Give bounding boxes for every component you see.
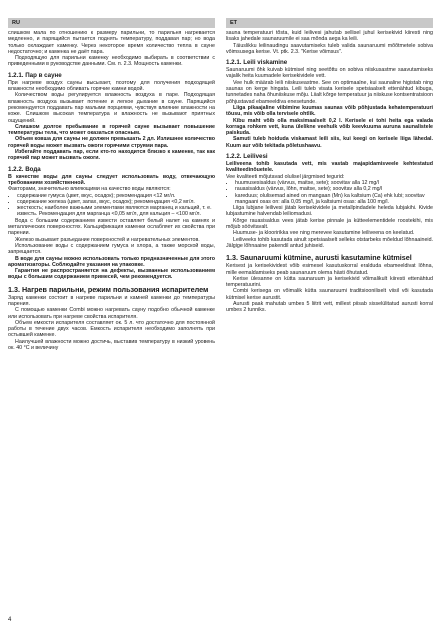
warning-paragraph: В воде для сауны можно использовать только предназначенные для этого ароматизаторы. Соблюдайте указания на упаковке.	[8, 255, 215, 268]
language-header-ru	[8, 18, 215, 28]
paragraph: Leiliveeks tohib kasutada ainult spetsiaalselt selleks otstarbeks mõeldud lõhnaaineid. Jälgige lõhnaaine pakendil antud juhiseid.	[226, 236, 433, 249]
warning-paragraph: Kibu maht võib olla maksimaalselt 0,2 l. Kerisele ei tohi heita ega valada korraga rohkem vett, kuna ülelikne veehulk võib keevkuuma auruna saunalistele paiskuda.	[226, 117, 433, 137]
paragraph: Факторами, значительно влияющими на качество воды являются:	[8, 186, 171, 193]
section-heading-1-2-1: 1.2.1. Пар в сауне	[8, 71, 62, 79]
section-heading-1-2-2: 1.2.2. Вода	[8, 165, 41, 173]
paragraph: С помощью каменки Combi можно нагревать сауну подобно обычной каменке или использовать при нагреве свойства испарителя.	[8, 307, 215, 320]
paragraph: Вода с большим содержанием извести оставляет белый налет на камнях и металлических поверхностях. Кальцификация каменки ослабляет их свойства при парении.	[8, 217, 215, 237]
section-heading-1-2-1: 1.2.1. Leili viskamine	[226, 59, 288, 67]
paragraph: Объем емкости испарителя составляет ок. 5 л. что достаточно для постоянной работы в течение двух часов. Емкость испарителя необходимо заполнять при остывшей каменке.	[8, 319, 215, 339]
list-item: • содержание железа (цвет, запах, вкус, осадок); рекомендация <0,2 мг/л.	[17, 199, 215, 205]
column-estonian	[226, 30, 433, 314]
warning-paragraph: Samuti tuleb hoiduda viskamast leili siis, kui keegi on kerisele liiga lähedal. Kuum aur võib tekitada põletushaavu.	[226, 136, 433, 149]
warning-paragraph: Leiliveena tohib kasutada vett, mis vastab majapidamisveele kehtestatud kvaliteedinõuetele.	[226, 161, 433, 174]
list-item: • жесткость; наиболее важными элементами являются марганец и кальций, т. е. известь. Рекомендация для марганца <0,05 мг/л, для кальция – <100 мг/л.	[17, 205, 215, 218]
list-item: • kareduus; olulisemad ained on mangaan (Mn) ka kaltsium (Ca) ehk lubi; soovitav mangaani osas on: alla 0,05 mg/l, ja kaltsiumi osas: alla 100 mg/l.	[235, 193, 433, 206]
list-item: • huumusesisaldus (värvus, maitse, sete); soovitav alla 12 mg/l	[235, 180, 433, 186]
water-quality-list	[226, 180, 433, 205]
page-number: 4	[8, 617, 12, 623]
warning-paragraph: Liiga pikaajaline viibimine kuumas saunas võib põhjustada kehatemperatuuri tõusu, mis võib olla tervisele ohtlik.	[226, 104, 433, 118]
warning-paragraph: Объем ковша для сауны не должен превышать 2 дл. Излишнее количество горячей воды может вызвать ожоги горячими струями пара.	[8, 136, 215, 149]
paragraph: Подходящую для парильни каменку необходимо выбирать в соответствии с приведенными в руководстве данными. См. п. 2.3. Мощность каменки.	[8, 55, 215, 68]
section-heading-1-3: 1.3. Saunaruumi kütmine, aurusti kasutamine kütmisel	[226, 253, 412, 263]
paragraph: Vee kvaliteeti mõjutavad olulisel järgmised tegurid:	[226, 173, 345, 180]
warning-paragraph: Гарантия не распространяется на дефекты, вызванные использованием воды с большим содержанием примесей, чем рекомендуется.	[8, 268, 215, 281]
paragraph: Наилучшей влажности можно достичь, выставив температуру в низкий уровень ок. 40 °C и величину	[8, 338, 215, 352]
list-item: • rauasisaldus (värvus, lõhn, maitse, sete); soovitav alla 0,2 mg/l	[235, 186, 433, 192]
paragraph: Combi kerisega on võimalik kütta saunaruumi traditsiooniliselt viisil või kasutada kütmisel kerise aurustit.	[226, 288, 433, 301]
language-header-et	[226, 18, 433, 28]
paragraph: Заряд каменки состоит в нагреве парильни и камней каменки до температуры парения.	[8, 294, 215, 307]
paragraph: Saunaruumi õhk kuivab kütmisel ning seetõttu on sobiva niiskusastme saavutamiseks vajalik heita kuumadele kerisekividele vett.	[226, 67, 433, 80]
paragraph: Kerisest ja kerisekividest võib esimesel kasutuskorral eralduda ebameeldivat lõhna, mille eemaldamiseks peab saunaruum olema hästi õhutatud.	[226, 263, 433, 276]
language-label-ru: RU	[12, 20, 20, 26]
column-russian	[8, 30, 215, 351]
list-item: • содержание гумуса (цвет, вкус, осадок); рекомендация <12 мг/л.	[17, 193, 215, 199]
paragraph: Kerise ülesanne on kütta saunaruum ja kerisekivid võimalikult kiiresti ettenähtud temperatuurini.	[226, 275, 433, 289]
paragraph: Vee hulk määrab leili niiskuseastme. See on optimaalne, kui saunaline higistab ning saunas on kerge hingata. Leili tuleb visata kerisele spetsiaalselt ettenähtud kibuga, tunnetades naha õhuniiskuse mõju. Liialt kõrge temperatuur ja niiskuse kontsentratsioon põhjustavad ebameeldiva enesetunde.	[226, 79, 433, 105]
paragraph: Aurusti paak mahutab umbes 5 liitrit vett, millest piisab sisselülitatud aurusti korral umbes 2 tunniks.	[226, 300, 433, 314]
paragraph: Liiga lubjane leilivesi jätab kerisekividele ja metallpindadele heleda lubjakihi. Kivide lubjastumine halvendab leiliomadusi.	[226, 205, 433, 218]
section-heading-1-2-2: 1.2.2. Leilivesi	[226, 153, 268, 161]
paragraph: Использование воды с содержанием гумуса и хлора, а также морской воды, запрещается.	[8, 242, 215, 256]
water-quality-list	[8, 193, 215, 218]
paragraph: Kõrge rauasisaldus vees jätab kerise pinnale ja kütteelementidele roostekihi, mis mõjub söövitavalt.	[226, 217, 433, 231]
paragraph: sauna temperatuuri tõsta, kuid leilivesi jahutab sellisel juhul kerisekivid kiiresti ning lisaks jahedale saunaruumile ei saa mõnda aega ka leili.	[226, 30, 433, 43]
paragraph: Täiuslikku leilinaudingu saavutamiseks tuleb valida saunaruumi mõõtmetele sobiva võimsusega kerise. Vt. ptk. 2.3. "Kerise võimsus".	[226, 42, 433, 55]
paragraph: Железо вызывает разъедание поверхностей и нагревательных элементов.	[15, 236, 200, 243]
section-heading-1-3: 1.3. Нагрев парильни, режим пользования испарителем	[8, 284, 209, 294]
warning-paragraph: Слишком долгое пребывание в горячей сауне вызывает повышение температуры тела, что может оказаться опасным.	[8, 123, 215, 137]
paragraph: При нагреве воздух сауны высыхает, поэтому для получения подходящей влажности необходимо обливать горячие камни водой.	[8, 79, 215, 93]
warning-paragraph: Избегайте поддавать пар, если кто-то находится близко к каменке, так как горячий пар может вызвать ожоги.	[8, 149, 215, 162]
paragraph: Huumuse- ja klooririkka vee ning mereveе kasutamine leiliveena on keelatud.	[233, 230, 415, 237]
language-label-et: ET	[230, 20, 238, 26]
paragraph: слишком мала по отношению к размеру парильни, то парильня нагревается медленно, и парящийся пытается поднять температуру, поддавая пар; но вода только охлаждает каменку. Через некоторое время количество тепла в сауне недостаточно; и каменка не даёт пара.	[8, 30, 215, 55]
paragraph: Количеством воды регулируется влажность воздуха в паре. Подходящая влажность воздуха вызывает потение и легкое дыхание в сауне. Парящийся рекомендуется поддавать пар малыми порциями, чувствуя влияние влажности на коже. Слишком высокая температура и влажность не вызывают приятных ощущений.	[8, 92, 215, 124]
warning-paragraph: В качестве воды для сауны следует использовать воду, отвечающую требованиям хозяйственной.	[8, 173, 215, 186]
